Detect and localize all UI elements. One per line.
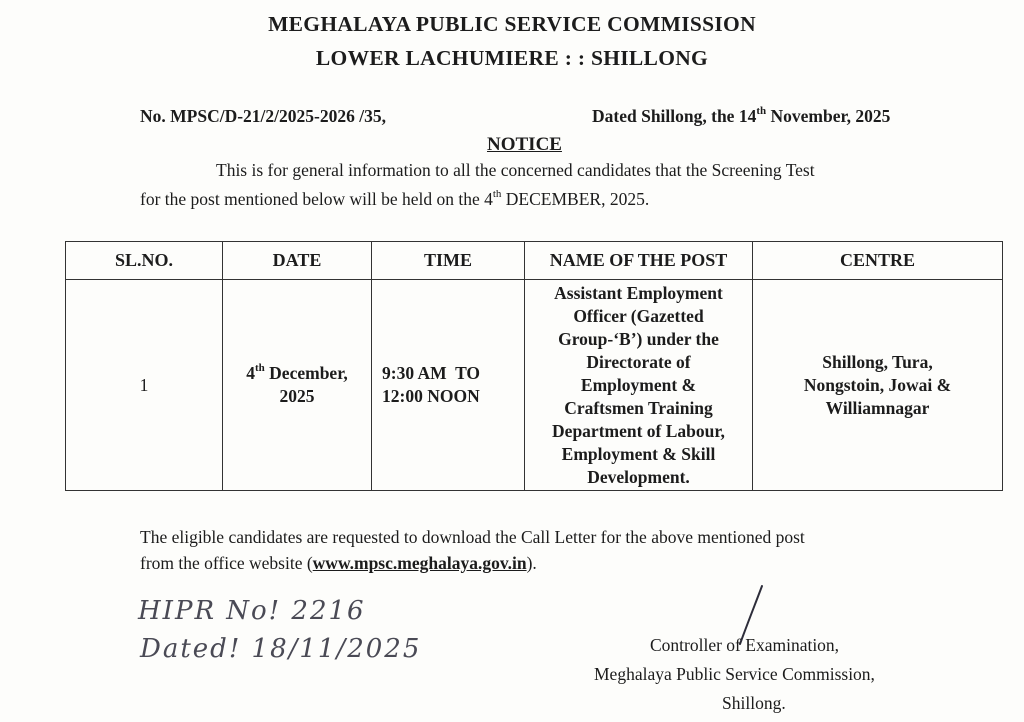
reference-number: No. MPSC/D-21/2/2025-2026 /35,	[140, 106, 386, 126]
notice-date: Dated Shillong, the 14th November, 2025	[592, 105, 891, 126]
commission-name: MEGHALAYA PUBLIC SERVICE COMMISSION	[268, 12, 756, 36]
cell-date: 4th December, 2025	[223, 280, 372, 491]
cell-sl-no: 1	[66, 280, 223, 491]
signatory-place: Shillong.	[722, 693, 786, 713]
footer-line1: The eligible candidates are requested to download the Call Letter for the above mentioned post	[140, 527, 805, 547]
table-header-row	[66, 242, 1003, 280]
header-sl-no: SL.NO.	[66, 242, 223, 280]
signatory-title: Controller of Examination,	[650, 635, 840, 655]
notice-paragraph-line1: This is for general information to all the concerned candidates that the Screening Test	[216, 160, 815, 180]
handwritten-reference: HIPR No! 2216	[138, 596, 366, 626]
handwritten-date: Dated! 18/11/2025	[140, 634, 422, 664]
commission-address: LOWER LACHUMIERE : : SHILLONG	[315, 46, 709, 70]
signatory-office: Meghalaya Public Service Commission,	[594, 664, 875, 684]
cell-time: 9:30 AM TO 12:00 NOON	[372, 280, 525, 491]
schedule-table	[65, 241, 1003, 491]
table-row	[66, 280, 1003, 491]
cell-post-name: Assistant Employment Officer (Gazetted Group-‘B’) under the Directorate of Employment & Craftsmen Training Department of Labour, Employment & Skill Development.	[525, 280, 753, 491]
header-date: DATE	[223, 242, 372, 280]
header-post-name: NAME OF THE POST	[525, 242, 753, 280]
header-centre: CENTRE	[753, 242, 1003, 280]
cell-centre: Shillong, Tura, Nongstoin, Jowai & Williamnagar	[753, 280, 1003, 491]
footer-line2: from the office website (www.mpsc.meghalaya.gov.in).	[140, 553, 537, 573]
header-time: TIME	[372, 242, 525, 280]
website-link[interactable]: www.mpsc.meghalaya.gov.in	[312, 553, 527, 573]
notice-title: NOTICE	[487, 134, 562, 155]
notice-paragraph-line2: for the post mentioned below will be held on the 4th DECEMBER, 2025.	[140, 188, 650, 209]
